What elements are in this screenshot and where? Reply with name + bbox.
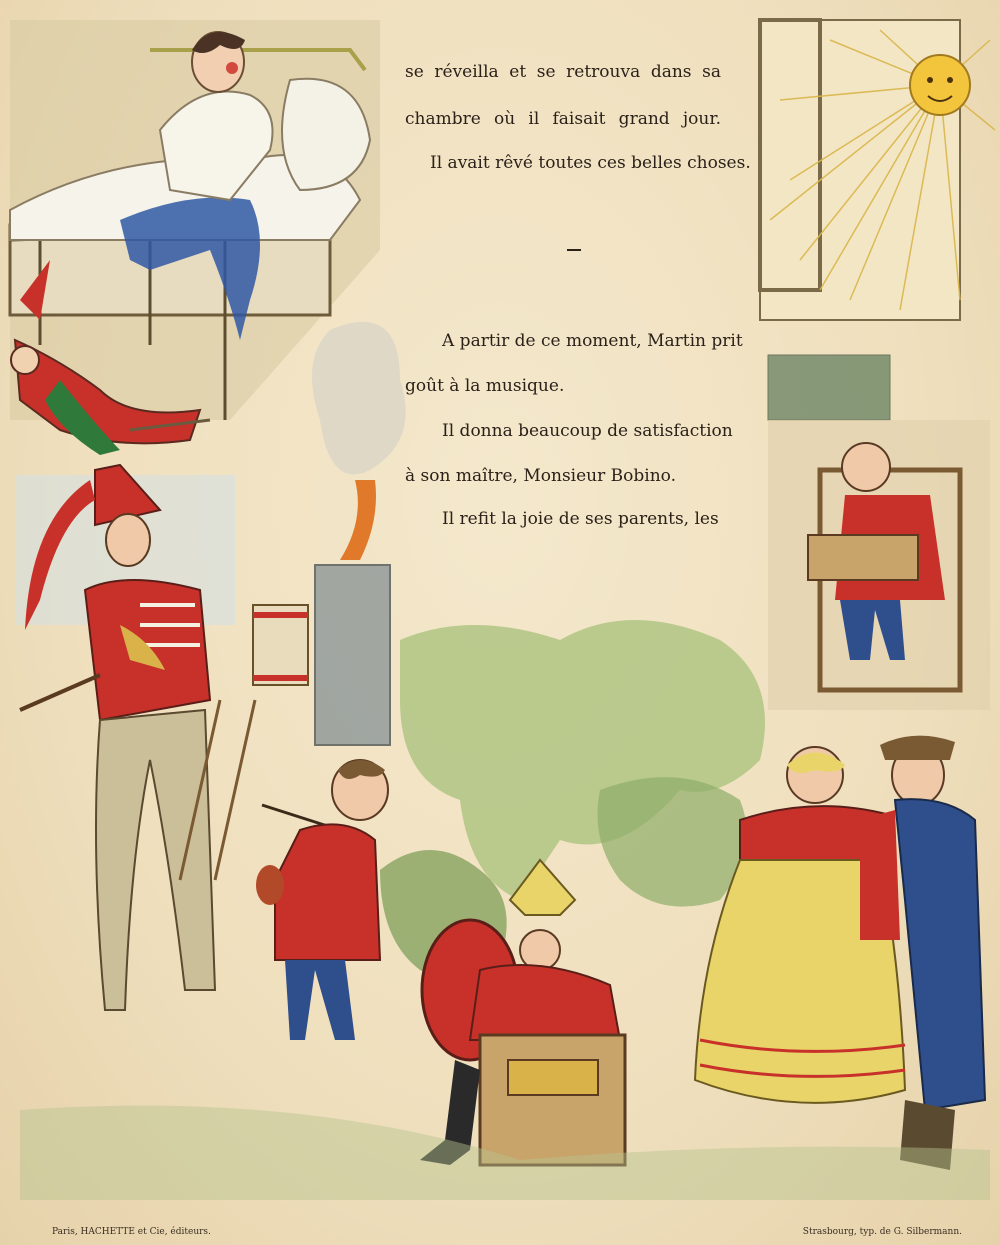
text-line-6: Il donna beaucoup de satisfaction — [442, 421, 733, 441]
bandmaster-illustration — [15, 465, 235, 1010]
publisher-footer: Paris, HACHETTE et Cie, éditeurs. — [52, 1227, 211, 1237]
boy-with-organ-illustration — [768, 355, 990, 710]
text-line-1: se réveilla et se retrouva dans sa — [405, 62, 721, 82]
text-line-5: goût à la musique. — [405, 376, 565, 396]
text-line-2: chambre où il faisait grand jour. — [405, 109, 721, 129]
printer-footer: Strasbourg, typ. de G. Silbermann. — [802, 1227, 962, 1237]
boy-with-flute-illustration — [256, 760, 388, 1040]
text-line-8: Il refit la joie de ses parents, les — [442, 509, 719, 529]
sun-window-illustration — [760, 20, 995, 320]
text-line-7: à son maître, Monsieur Bobino. — [405, 466, 676, 486]
trees-illustration — [380, 620, 765, 978]
section-separator — [567, 249, 581, 251]
text-line-4: A partir de ce moment, Martin prit — [442, 331, 743, 351]
text-line-3: Il avait rêvé toutes ces belles choses. — [430, 153, 751, 173]
